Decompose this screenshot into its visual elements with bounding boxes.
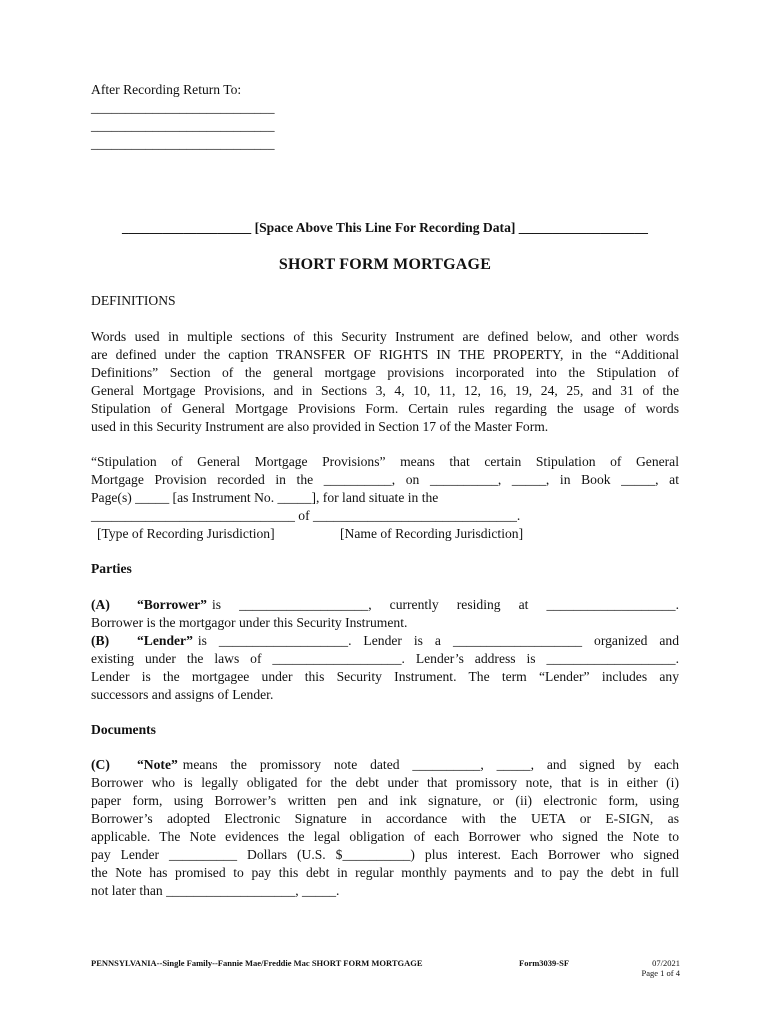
borrower-term: “Borrower”	[137, 597, 207, 612]
stipulation-line-3: Page(s) _____ [as Instrument No. _____], for land situate in the	[91, 490, 439, 505]
note-term: “Note”	[137, 757, 178, 772]
note-line-8: not later than ___________________, _____.	[91, 883, 340, 898]
recording-jurisdiction-type-label: [Type of Recording Jurisdiction]	[97, 526, 275, 541]
borrower-line-1-text: is ___________________, currently residing at ___________________.	[211, 597, 679, 612]
borrower-line-2: Borrower is the mortgagor under this Security Instrument.	[91, 615, 408, 630]
note-line-4: Borrower’s adopted Electronic Signature in accordance with the UETA or E-SIGN, as	[91, 811, 679, 826]
definitions-heading: DEFINITIONS	[91, 293, 176, 308]
lender-line-1-text: is ___________________. Lender is a ___________________ organized and	[197, 633, 679, 648]
parties-heading: Parties	[91, 561, 132, 576]
lender-line-1	[91, 632, 679, 650]
recording-jurisdiction-name-label: [Name of Recording Jurisdiction]	[340, 526, 524, 541]
intro-line-3: Definitions” Section of the general mortgage provisions incorporated into the Stipulation of	[91, 365, 679, 380]
borrower-paragraph	[91, 596, 679, 632]
borrower-item-label: (A)	[91, 597, 110, 612]
note-line-5: applicable. The Note evidences the legal obligation of each Borrower who signed the Note to	[91, 829, 679, 844]
note-item-label: (C)	[91, 757, 110, 772]
note-line-3: paper form, using Borrower’s written pen and ink signature, or (ii) electronic form, using	[91, 793, 679, 808]
note-line-7: the Note has promised to pay this debt in regular monthly payments and to pay the debt in full	[91, 865, 679, 880]
stipulation-line-4: ______________________________ of ______________________________.	[91, 508, 521, 523]
intro-line-5: Stipulation of General Mortgage Provisions Form. Certain rules regarding the usage of words	[91, 401, 679, 416]
footer-form-title: PENNSYLVANIA--Single Family--Fannie Mae/Freddie Mac SHORT FORM MORTGAGE	[91, 958, 423, 968]
note-line-6: pay Lender __________ Dollars (U.S. $__________) plus interest. Each Borrower who signed	[91, 847, 679, 862]
return-to-blank-1: ___________________________	[91, 100, 275, 115]
lender-paragraph	[91, 632, 679, 704]
intro-line-2: are defined under the caption TRANSFER OF RIGHTS IN THE PROPERTY, in the “Additional	[91, 347, 679, 362]
intro-line-4: General Mortgage Provisions, and in Sections 3, 4, 10, 11, 12, 16, 19, 24, 25, and 31 of the	[91, 383, 679, 398]
documents-heading: Documents	[91, 722, 156, 737]
stipulation-paragraph	[91, 453, 679, 525]
footer-form-number: Form3039-SF	[519, 958, 570, 968]
note-line-2: Borrower who is legally obligated for the debt under that promissory note, that is in either (i)	[91, 775, 679, 790]
note-line-1	[91, 756, 679, 774]
stipulation-line-2: Mortgage Provision recorded in the __________, on __________, _____, in Book _____, at	[91, 472, 679, 487]
intro-line-6: used in this Security Instrument are also provided in Section 17 of the Master Form.	[91, 419, 549, 434]
document-title: SHORT FORM MORTGAGE	[278, 256, 492, 273]
lender-line-2: existing under the laws of ___________________. Lender’s address is ___________________.	[91, 651, 679, 666]
lender-term: “Lender”	[137, 633, 193, 648]
borrower-line-1	[91, 596, 679, 614]
lender-line-3: Lender is the mortgagee under this Security Instrument. The term “Lender” includes any	[91, 669, 679, 684]
note-line-1-text: means the promissory note dated __________, _____, and signed by each	[182, 757, 679, 772]
return-to-blank-3: ___________________________	[91, 136, 275, 151]
footer-form-date: 07/2021	[652, 958, 680, 968]
stipulation-line-1: “Stipulation of General Mortgage Provisions” means that certain Stipulation of General	[91, 454, 679, 469]
lender-item-label: (B)	[91, 633, 110, 648]
intro-paragraph	[91, 328, 679, 436]
return-to-blank-2: ___________________________	[91, 118, 275, 133]
return-to-label: After Recording Return To:	[91, 82, 242, 97]
recording-data-line: ___________________ [Space Above This Line For Recording Data] ___________________	[122, 220, 648, 235]
note-paragraph	[91, 756, 679, 900]
footer-page-number: Page 1 of 4	[641, 968, 680, 978]
lender-line-4: successors and assigns of Lender.	[91, 687, 274, 702]
intro-line-1: Words used in multiple sections of this Security Instrument are defined below, and other words	[91, 329, 679, 344]
